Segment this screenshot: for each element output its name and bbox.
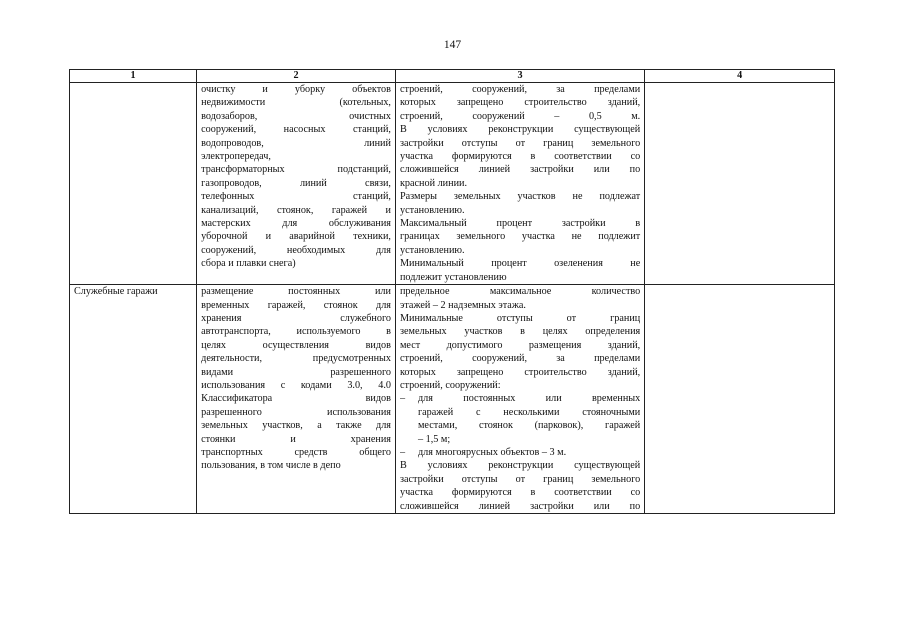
text-line: строений, сооружений: xyxy=(399,379,501,391)
header-col-1: 1 xyxy=(70,70,197,83)
text-line: мастерских для обслуживания xyxy=(201,218,391,230)
text-line: красной линии. xyxy=(399,177,468,189)
text-line: целях осуществления видов xyxy=(201,339,391,351)
text-line: – 1,5 м; xyxy=(417,433,451,445)
text-line: сложившейся линией застройки или по xyxy=(399,500,641,512)
text-line: канализаций, стоянок, гаражей и xyxy=(201,204,391,216)
table-header-row xyxy=(70,70,835,83)
header-col-2: 2 xyxy=(197,70,396,83)
text-line: В условиях реконструкции существующей xyxy=(399,124,641,136)
text-line: застройки отступы от границ земельного xyxy=(399,137,641,149)
text-line: размещение постоянных или xyxy=(201,286,391,298)
row2-col3-intro xyxy=(400,285,640,392)
dash-bullet: – xyxy=(399,393,406,405)
text-line: очистку и уборку объектов xyxy=(201,84,391,95)
text-line: строений, сооружений – 0,5 м. xyxy=(399,110,641,122)
text-line: водопроводов, линий xyxy=(201,137,391,149)
text-line: автотранспорта, используемого в xyxy=(201,326,391,338)
table-row xyxy=(70,285,835,514)
header-col-3: 3 xyxy=(395,70,644,83)
text-line: земельных участков, а также для xyxy=(201,420,391,432)
text-line: уборочной и аварийной техники, xyxy=(201,231,391,243)
text-line: Размеры земельных участков не подлежат xyxy=(399,191,641,203)
text-line: границах земельного участка не подлежит xyxy=(399,231,641,243)
land-use-table xyxy=(69,69,835,514)
text-line: мест допустимого размещения зданий, xyxy=(399,339,641,351)
text-line: хранения служебного xyxy=(201,312,391,324)
row2-notes xyxy=(645,285,835,514)
text-line: строений, сооружений, за пределами xyxy=(399,84,641,95)
text-line: для многоярусных объектов – 3 м. xyxy=(417,446,567,458)
text-line: видами разрешенного xyxy=(201,366,391,378)
page-number: 147 xyxy=(443,39,462,51)
text-line: транспортных средств общего xyxy=(201,446,391,458)
text-line: предельное максимальное количество xyxy=(399,286,641,298)
text-line: сложившейся линией застройки или по xyxy=(399,164,641,176)
text-line: пользования, в том числе в депо xyxy=(201,460,341,472)
header-col-4: 4 xyxy=(645,70,835,83)
text-line: недвижимости (котельных, xyxy=(201,97,391,109)
text-line: электропередач, xyxy=(201,151,271,163)
text-line: сооружений, насосных станций, xyxy=(201,124,391,136)
table-row xyxy=(70,83,835,285)
row1-col2-lines xyxy=(201,83,391,271)
text-line: Максимальный процент застройки в xyxy=(399,218,641,230)
dash-item-1-text xyxy=(418,392,640,446)
text-line: Минимальный процент озеленения не xyxy=(399,258,641,270)
text-line: этажей – 2 надземных этажа. xyxy=(399,299,526,311)
text-line: которых запрещено строительство зданий, xyxy=(399,366,641,378)
text-line: местами, стоянок (парковок), гаражей xyxy=(417,420,641,432)
row2-use-name: Служебные гаражи xyxy=(70,285,197,514)
row2-col2-lines xyxy=(201,285,391,473)
text-line: телефонных станций, xyxy=(201,191,391,203)
text-line: застройки отступы от границ земельного xyxy=(399,473,641,485)
text-line: подлежит установлению xyxy=(399,271,507,283)
text-line: земельных участков в целях определения xyxy=(399,326,641,338)
row2-use-description xyxy=(197,285,396,514)
text-line: установлению. xyxy=(399,244,465,256)
row1-use-name xyxy=(70,83,197,285)
text-line: строений, сооружений, за пределами xyxy=(399,353,641,365)
dash-item-2-text xyxy=(418,446,640,459)
row2-parameters xyxy=(395,285,644,514)
text-line: газопроводов, линий связи, xyxy=(201,177,391,189)
text-line: стоянки и хранения xyxy=(201,433,391,445)
text-line: сооружений, необходимых для xyxy=(201,244,391,256)
row2-col3-content xyxy=(400,285,640,513)
row1-col3-lines xyxy=(400,83,640,284)
row1-use-description xyxy=(197,83,396,285)
text-line: использования с кодами 3.0, 4.0 xyxy=(201,379,391,391)
text-line: Минимальные отступы от границ xyxy=(399,312,641,324)
text-line: разрешенного использования xyxy=(201,406,391,418)
dash-bullet: – xyxy=(399,446,406,458)
row2-dash-item-2 xyxy=(400,446,640,459)
row1-notes xyxy=(645,83,835,285)
text-line: установлению. xyxy=(399,204,465,216)
text-line: деятельности, предусмотренных xyxy=(201,353,391,365)
text-line: В условиях реконструкции существующей xyxy=(399,460,641,472)
row2-dash-item-1 xyxy=(400,392,640,446)
row1-parameters xyxy=(395,83,644,285)
text-line: которых запрещено строительство зданий, xyxy=(399,97,641,109)
row2-col3-outro xyxy=(400,459,640,513)
text-line: сбора и плавки снега) xyxy=(201,258,296,270)
text-line: Классификатора видов xyxy=(201,393,391,405)
text-line: для постоянных или временных xyxy=(417,393,641,405)
text-line: участка формируются в соответствии со xyxy=(399,487,641,499)
text-line: водозаборов, очистных xyxy=(201,110,391,122)
text-line: трансформаторных подстанций, xyxy=(201,164,391,176)
text-line: гаражей с несколькими стояночными xyxy=(417,406,641,418)
text-line: временных гаражей, стоянок для xyxy=(201,299,391,311)
text-line: участка формируются в соответствии со xyxy=(399,151,641,163)
